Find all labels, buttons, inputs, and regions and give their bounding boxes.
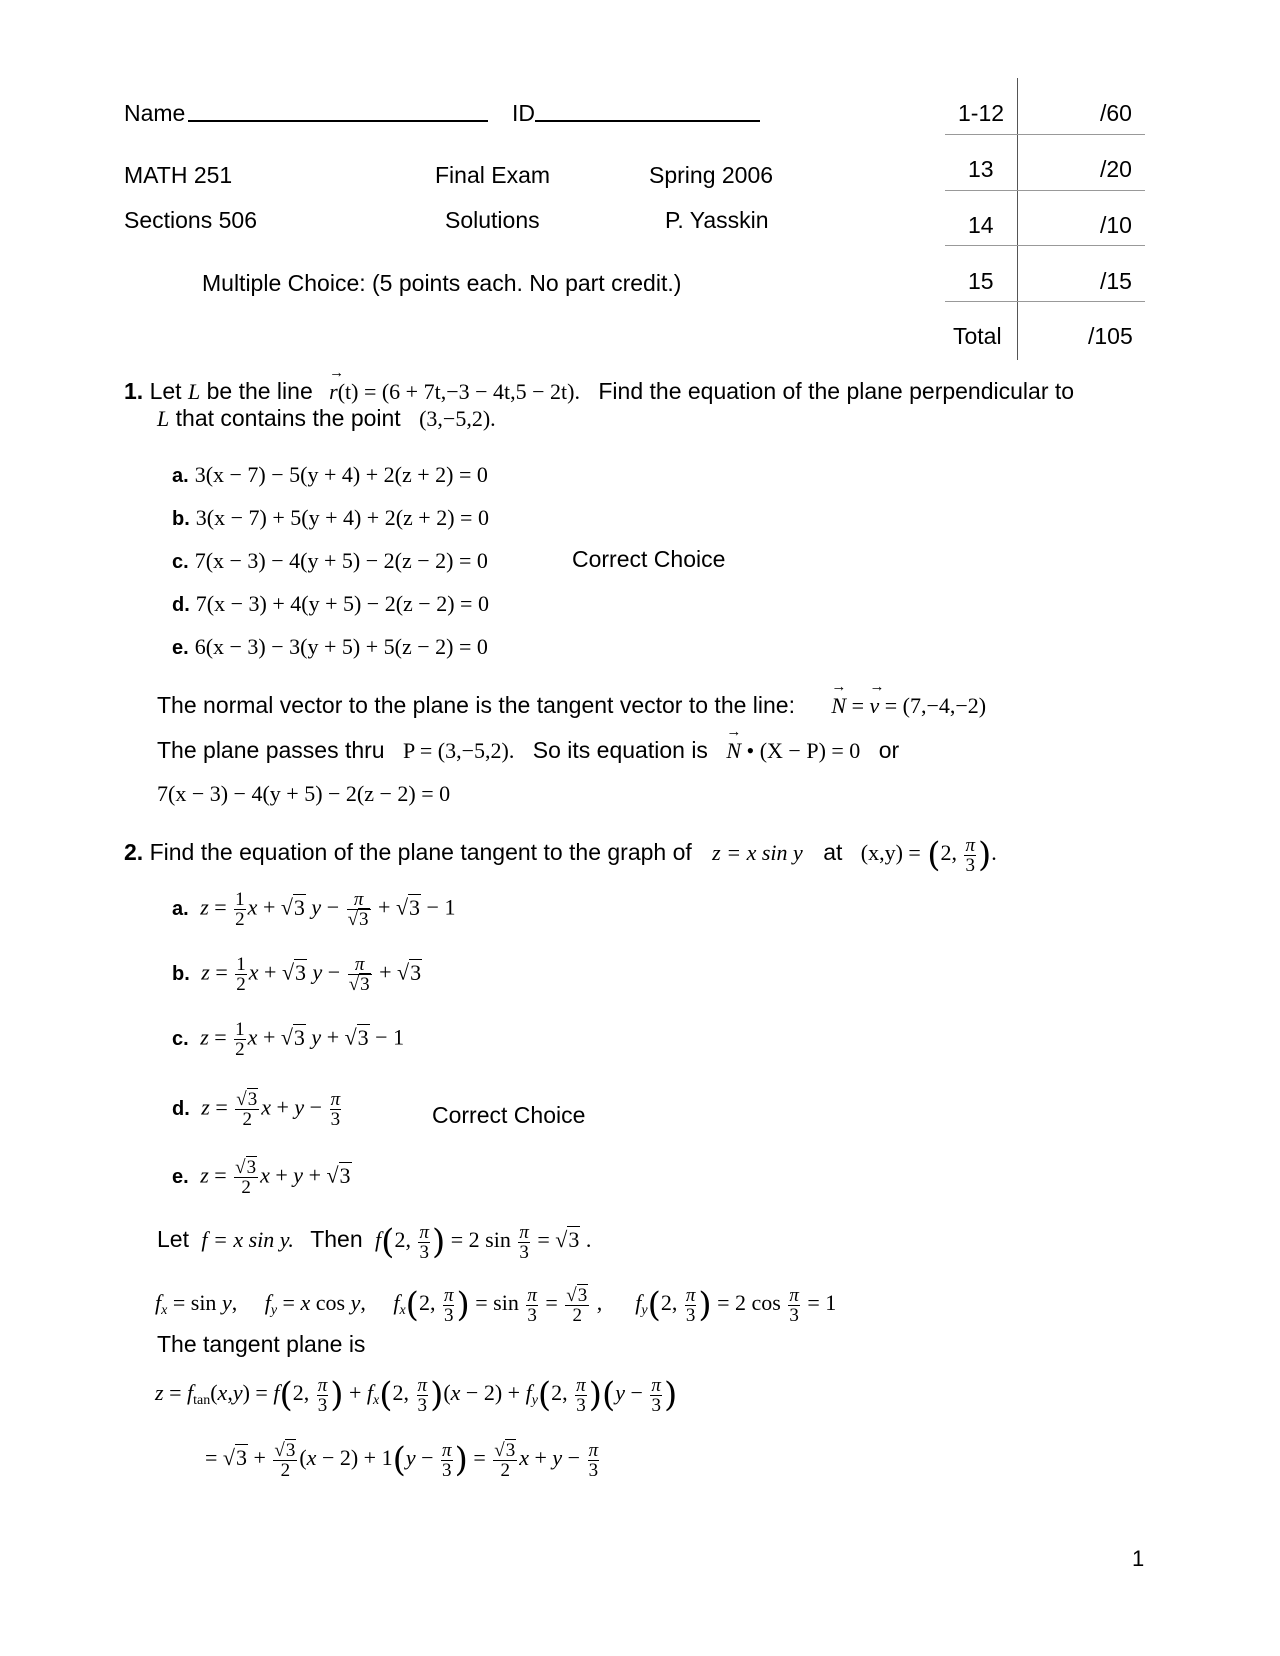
problem2-text: at <box>823 839 843 866</box>
problem2-number: 2. <box>124 839 144 866</box>
problem2-text: Find the equation of the plane tangent to the graph of <box>149 839 692 866</box>
point-lhs: (x,y) = <box>860 840 921 866</box>
problem1-statement-line2 <box>157 405 496 432</box>
dot-product-eq: • (X − P) = 0 <box>746 738 861 763</box>
name-blank <box>188 120 488 122</box>
problem1-statement <box>124 378 1074 405</box>
vector-N: → N <box>831 693 846 719</box>
score-row-label: 1-12 <box>958 100 1005 126</box>
score-row-label: 15 <box>968 268 994 294</box>
solution2-line1 <box>157 1222 591 1262</box>
solution-text: So its equation is <box>532 737 708 763</box>
let-f: f = x sin y. <box>201 1227 294 1253</box>
problem1-text: be the line <box>206 378 313 404</box>
name-label: Name <box>124 100 186 126</box>
choice-2d[interactable]: d. z = $\frac{√3}{2}$ x + y − $\frac{\pi}{3}$ <box>172 1089 341 1130</box>
vector-N: → N <box>726 738 741 764</box>
id-blank <box>535 120 760 122</box>
solution1-line1 <box>157 692 986 719</box>
vector-v: → v <box>869 693 879 719</box>
solution-text: The normal vector to the plane is the tangent vector to the line: <box>157 692 795 718</box>
solution2-partials: $f_x = \sin y$, $f_y = x$ cos y, $f_x(2$, $\frac{\pi}{3}$ ) = sin $\frac{\pi}{3}$ = $\frac{√3}{2}$ , $f_y(2$, $\frac{\pi}{3}$ ) = 2 cos $\frac{\pi}{3}$ = 1 <box>155 1284 837 1326</box>
tangent-plane-result: = √3 + $\frac{√3}{2}$ (x − 2) + 1(y − $\frac{\pi}{3}$ ) = $\frac{√3}{2}$ x + y − $\frac{\pi}{3}$ <box>205 1439 599 1481</box>
choice-2a[interactable]: a. z = $\frac{1}{2}$ x + √3 y − $\frac{\pi}{√3}$ + √3 − 1 <box>172 889 456 930</box>
choice-1d[interactable]: d. 7(x − 3) + 4(y + 5) − 2(z − 2) = 0 <box>172 591 489 616</box>
choice-2b[interactable]: b. z = $\frac{1}{2}$ x + √3 y − $\frac{\pi}{√3}$ + √3 <box>172 954 422 995</box>
normal-vector-value: = (7,−4,−2) <box>884 693 987 718</box>
sections-label: Sections 506 <box>124 207 257 233</box>
choice-2e[interactable]: e. z = $\frac{√3}{2}$ x + y + √3 <box>172 1157 351 1198</box>
line-equation: (t) = (6 + 7t,−3 − 4t,5 − 2t). <box>337 379 580 404</box>
score-row-points: /10 <box>1100 212 1132 238</box>
f-evaluation: f(2, $\frac{\pi}{3}$ ) = 2 sin $\frac{\pi}{3}$ = √3 . <box>375 1221 592 1263</box>
term-label: Spring 2006 <box>649 162 774 188</box>
choice-1a[interactable]: a. 3(x − 7) − 5(y + 4) + 2(z + 2) = 0 <box>172 462 488 487</box>
score-row-label: 13 <box>968 156 994 182</box>
id-label: ID <box>512 100 535 126</box>
instructor-label: P. Yasskin <box>665 207 769 233</box>
score-row-points: /20 <box>1100 156 1132 182</box>
problem2-statement <box>124 835 997 875</box>
problem1-text: that contains the point <box>175 405 401 431</box>
point-value: (2, $\frac{\pi}{3}$ ). <box>927 834 997 876</box>
score-row-points: /15 <box>1100 268 1132 294</box>
score-row-points: /105 <box>1088 323 1133 349</box>
solution-text: or <box>878 737 900 763</box>
choice-1e[interactable]: e. 6(x − 3) − 3(y + 5) + 5(z − 2) = 0 <box>172 634 488 659</box>
choice-1b[interactable]: b. 3(x − 7) + 5(y + 4) + 2(z + 2) = 0 <box>172 505 489 530</box>
problem1-text: Find the equation of the plane perpendicular to <box>598 378 1075 404</box>
vector-r: → r <box>329 379 338 405</box>
score-row-label: 14 <box>968 212 994 238</box>
plane-point: P = (3,−5,2). <box>402 738 515 763</box>
score-row-label: Total <box>953 323 1002 349</box>
tangent-plane-formula: $z = f_{tan}(x,y) = f(2$, $\frac{\pi}{3}$ ) + $f_x(2$, $\frac{\pi}{3}$ )$(x - 2) + f_y(2$, $\frac{\pi}{3}$ )(y − $\frac{\pi}{3}$ ) <box>155 1374 678 1416</box>
correct-choice-1: Correct Choice <box>572 546 726 572</box>
equals: = <box>851 693 864 718</box>
var-L: L <box>157 406 170 431</box>
var-L: L <box>187 379 201 404</box>
choice-1c[interactable]: c. 7(x − 3) − 4(y + 5) − 2(z − 2) = 0 <box>172 548 488 573</box>
score-row-points: /60 <box>1100 100 1132 126</box>
tangent-plane-label: The tangent plane is <box>157 1331 366 1357</box>
solution-text: The plane passes thru <box>157 737 385 763</box>
solution-text: Then <box>310 1226 363 1253</box>
solution1-answer: 7(x − 3) − 4(y + 5) − 2(z − 2) = 0 <box>157 781 451 806</box>
instructions: Multiple Choice: (5 points each. No part credit.) <box>202 270 682 296</box>
function-expr: z = x sin y <box>712 840 803 866</box>
solutions-label: Solutions <box>445 207 540 233</box>
course-label: MATH 251 <box>124 162 233 188</box>
choice-2c[interactable]: c. z = $\frac{1}{2}$ x + √3 y + √3 − 1 <box>172 1019 405 1060</box>
problem1-number: 1. <box>124 378 144 404</box>
page-number: 1 <box>1132 1546 1145 1571</box>
solution1-line2 <box>157 737 899 764</box>
solution-text: Let <box>157 1226 189 1253</box>
problem1-text: Let <box>149 378 182 404</box>
correct-choice-2: Correct Choice <box>432 1102 586 1128</box>
exam-label: Final Exam <box>435 162 551 188</box>
given-point: (3,−5,2). <box>419 406 496 431</box>
